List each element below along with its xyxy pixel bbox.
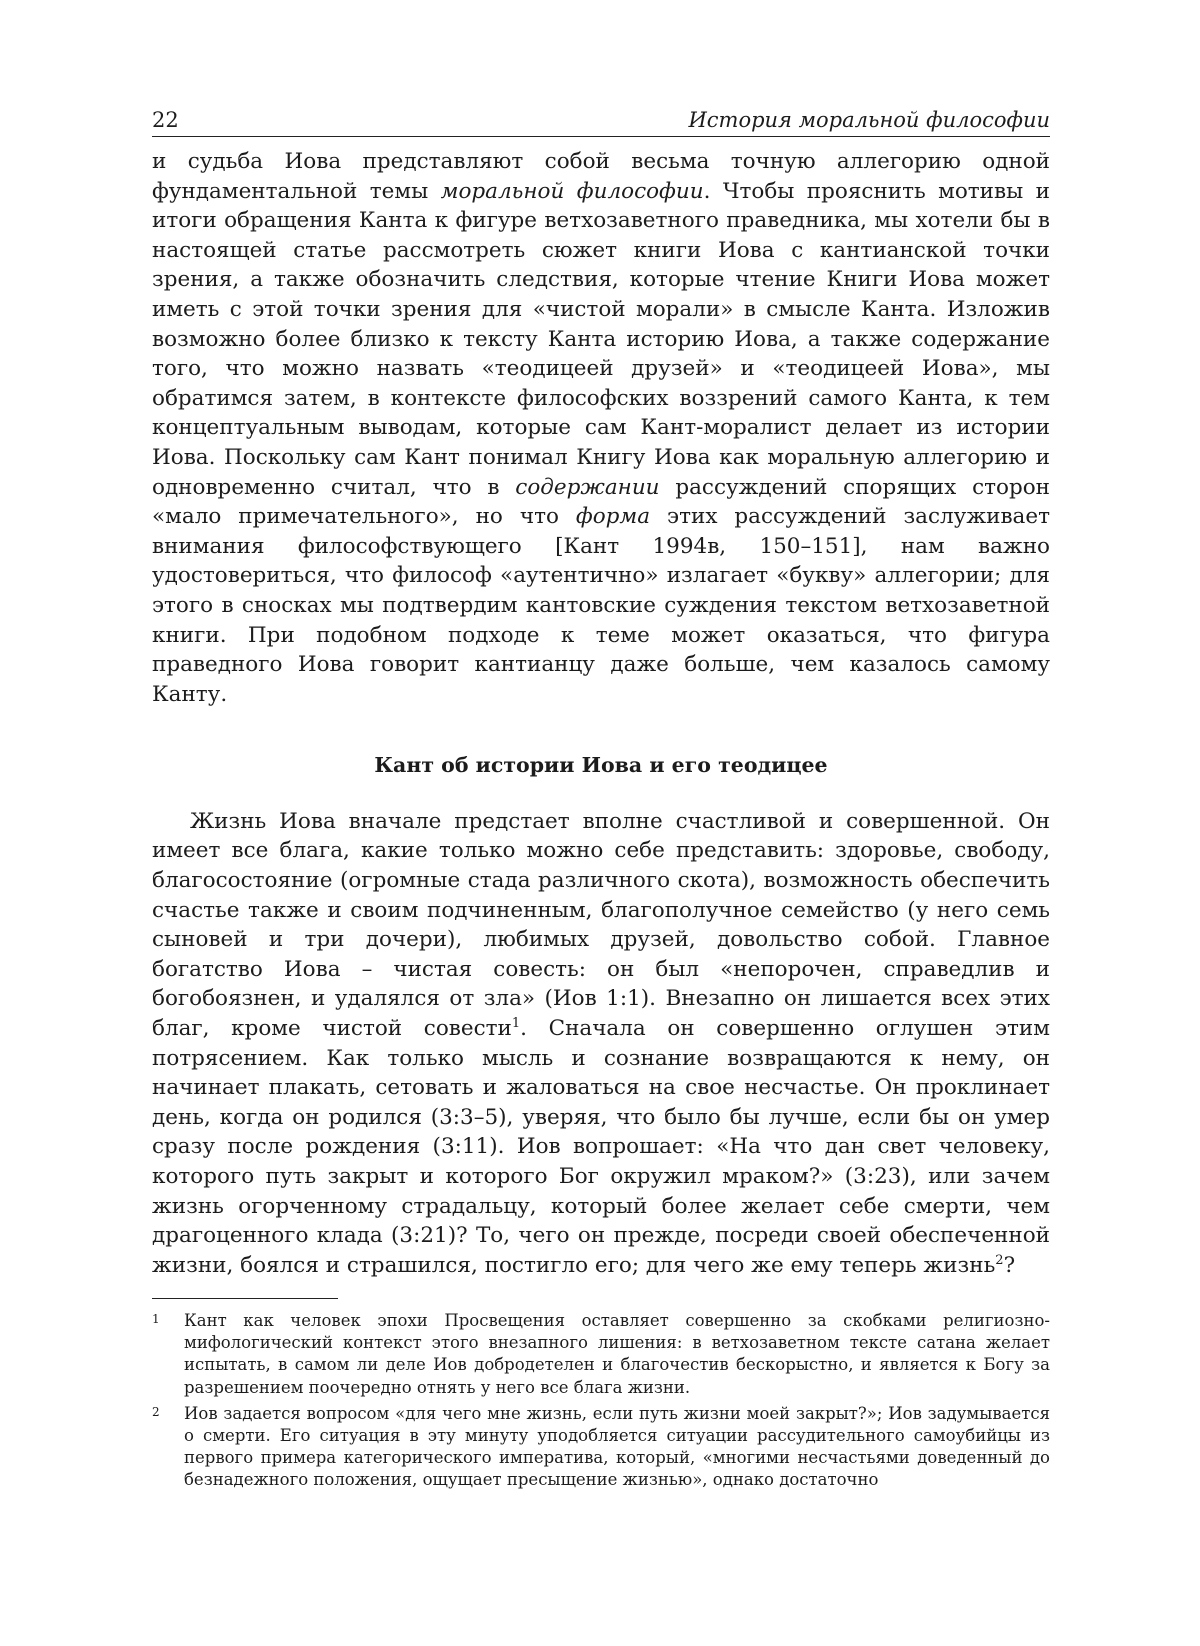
footnote-number: 2 bbox=[152, 1404, 160, 1419]
footnote-text: Иов задается вопросом «для чего мне жизнь, если путь жизни моей закрыт?»; Иов задумывается о смерти. Его ситуация в эту минуту уподобляется ситуации рассудительного самоубийцы из первого примера категорического императива, который, «многими несчастьями доведенный до безнадежного положения, ощущает пресыщение жизнью», однако достаточно bbox=[184, 1403, 1050, 1490]
footnote bbox=[152, 1310, 1050, 1399]
footnotes bbox=[152, 1310, 1050, 1496]
section-heading: Кант об истории Иова и его теодицее bbox=[374, 753, 828, 778]
footnote-ref-1[interactable]: 1 bbox=[511, 1016, 521, 1032]
text-run: рассуждений спорящих сторон «мало примечательного», но что bbox=[152, 474, 1050, 530]
emphasis-moral-philosophy: моральной философии bbox=[440, 178, 704, 204]
footnote-ref-2[interactable]: 2 bbox=[995, 1252, 1004, 1268]
paragraph-intro bbox=[152, 147, 1050, 709]
text-run: и судьба Иова представляют собой весьма точную аллегорию одной фундаментальной темы bbox=[152, 149, 1050, 204]
page-number: 22 bbox=[152, 108, 179, 132]
footnote-number: 1 bbox=[152, 1312, 160, 1326]
footnote bbox=[152, 1403, 1050, 1492]
emphasis-content: содержании bbox=[515, 474, 660, 500]
text-run: . Сначала он совершенно оглушен этим потрясением. Как только мысль и сознание возвращаются к нему, он начинает плакать, сетовать и жаловаться на свое несчастье. Он проклинает день, когда он родился (3:3–5), уверяя, что было бы лучше, если бы он умер сразу после рождения (3:11). Иов вопрошает: «На что дан свет человеку, которого путь закрыт и которого Бог окружил мраком?» (3:23), или зачем жизнь огорченному страдальцу, который более желает себе смерти, чем драгоценного клада (3:21)? То, чего он прежде, посреди своей обеспеченной жизни, боялся и страшился, постигло его; для чего же ему теперь жизнь bbox=[152, 1016, 1050, 1278]
body-text bbox=[152, 147, 1050, 1280]
book-page bbox=[152, 0, 1050, 1646]
text-run: Жизнь Иова вначале предстает вполне счастливой и совершенной. Он имеет все блага, какие только можно себе представить: здоровье, свободу, благосостояние (огромные стада различного скота), возможность обеспечить счастье также и своим подчиненным, благополучное семейство (у него семь сыновей и три дочери), любимых друзей, довольство собой. Главное богатство Иова – чистая совесть: он был «непорочен, справедлив и богобоязнен, и удалялся от зла» (Иов 1:1). Внезапно он лишается всех этих благ, кроме чистой совести bbox=[152, 808, 1050, 1042]
text-run: этих рассуждений заслуживает внимания философствующего [Кант 1994в, 150–151], нам важно удостовериться, что философ «аутентично» излагает «букву» аллегории; для этого в сносках мы подтвердим кантовские суждения текстом ветхозаветной книги. При подобном подходе к теме может оказаться, что фигура праведного Иова говорит кантианцу даже больше, чем казалось самому Канту. bbox=[152, 504, 1050, 707]
text-run: ? bbox=[1003, 1252, 1016, 1278]
text-run: . Чтобы прояснить мотивы и итоги обращения Канта к фигуре ветхозаветного праведника, мы хотели бы в настоящей статье рассмотреть сюжет книги Иова с кантианской точки зрения, а также обозначить следствия, которые чтение Книги Иова может иметь с этой точки зрения для «чистой морали» в смысле Канта. Изложив возможно более близко к тексту Канта историю Иова, а также содержание того, что можно назвать «теодицеей друзей» и «теодицеей Иова», мы обратимся затем, в контексте философских воззрений самого Канта, к тем концептуальным выводам, которые сам Кант-моралист делает из истории Иова. Поскольку сам Кант понимал Книгу Иова как моральную аллегорию и одновременно считал, что в bbox=[152, 178, 1050, 500]
paragraph-job-story bbox=[152, 807, 1050, 1281]
footnote-divider bbox=[152, 1298, 338, 1299]
footnote-text: Кант как человек эпохи Просвещения оставляет совершенно за скобками религиозно-мифологический контекст этого внезапного лишения: в ветхозаветном тексте сатана желает испытать, в самом ли деле Иов добродетелен и благочестив бескорыстно, и является к Богу за разрешением поочередно отнять у него все блага жизни. bbox=[184, 1311, 1050, 1397]
running-title: История моральной философии bbox=[688, 108, 1050, 132]
running-header bbox=[152, 106, 1050, 137]
emphasis-form: форма bbox=[575, 504, 651, 530]
